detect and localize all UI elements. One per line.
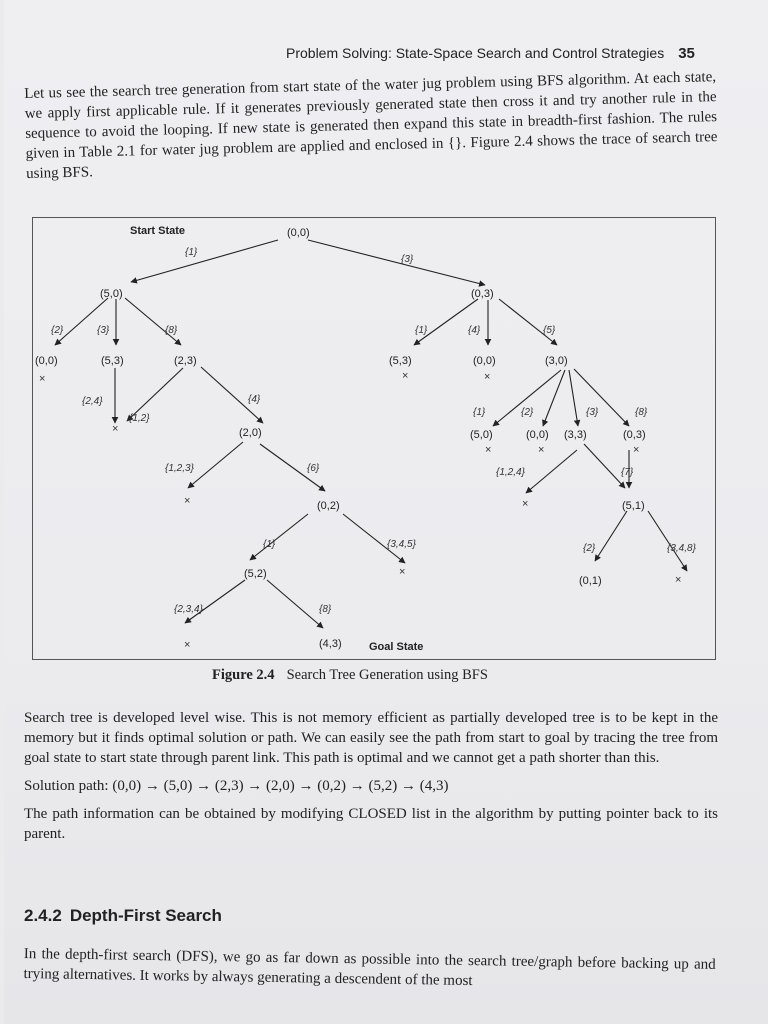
figure-caption	[212, 667, 488, 684]
rule-label: {3}	[97, 325, 110, 336]
running-header	[286, 45, 714, 62]
dfs-text-block	[23, 944, 716, 995]
node-0-0-repeat-3: (0,0)	[526, 429, 549, 441]
node-3-3: (3,3)	[564, 429, 587, 441]
level-wise-paragraph: Search tree is developed level wise. This is not memory efficient as partially developed tree is to be kept in the memory but it finds optimal solution or path. We can easily see the path from start to goal by tracing the tree from goal state to start state through parent link. This path is optimal and we cannot get a path shorter than this.	[24, 710, 718, 766]
section-title: Depth-First Search	[69, 906, 222, 925]
rule-label: {3,4,8}	[667, 543, 696, 554]
rule-label: {5}	[543, 325, 556, 336]
rule-label: {2}	[521, 407, 534, 418]
node-3-0: (3,0)	[545, 355, 568, 367]
dead-end-mark: ×	[484, 371, 491, 383]
dead-end-mark: ×	[538, 444, 545, 456]
dead-end-mark: ×	[485, 444, 492, 456]
figure-caption-label: Figure 2.4	[212, 667, 275, 683]
node-0-0-root: (0,0)	[287, 227, 310, 239]
header-title: Problem Solving: State-Space Search and Control Strategies	[286, 45, 665, 61]
rule-label: {7}	[621, 467, 634, 478]
node-5-3: (5,3)	[101, 355, 124, 367]
page-number: 35	[678, 45, 695, 62]
node-0-2: (0,2)	[317, 500, 340, 512]
rule-label: {1}	[473, 407, 486, 418]
rule-label: {2,4}	[82, 396, 103, 407]
closed-list-paragraph: The path information can be obtained by modifying CLOSED list in the algorithm by putting pointer back to its parent.	[24, 806, 718, 842]
intro-paragraph: Let us see the search tree generation from start state of the water jug problem using BFS algorithm. At each state, we apply first applicable rule. If it generates previously generated state then cross it and try another rule in the sequence to avoid the looping. If new state is generated then expand this state in breadth-first fashion. The rules given in Table 2.1 for water jug problem are applied and enclosed in {}. Figure 2.4 shows the trace of search tree using BFS.	[24, 69, 718, 182]
node-2-0: (2,0)	[239, 427, 262, 439]
node-5-1: (5,1)	[622, 500, 645, 512]
rule-label: {3}	[401, 254, 414, 265]
dead-end-mark: ×	[522, 498, 529, 510]
dead-end-mark: ×	[184, 639, 191, 651]
node-0-3-repeat: (0,3)	[623, 429, 646, 441]
goal-state-label: Goal State	[369, 641, 424, 653]
dead-end-mark: ×	[184, 495, 191, 507]
bfs-search-tree-figure	[32, 217, 716, 660]
rule-label: {6}	[307, 463, 320, 474]
node-4-3-goal: (4,3)	[319, 638, 342, 650]
dead-end-mark: ×	[39, 373, 46, 385]
node-5-0: (5,0)	[100, 288, 123, 300]
rule-label: {8}	[635, 407, 648, 418]
rule-label: {1}	[185, 247, 198, 258]
rule-label: {8}	[319, 604, 332, 615]
node-5-0-repeat: (5,0)	[470, 429, 493, 441]
start-state-label: Start State	[130, 225, 186, 237]
rule-label: {1,2,4}	[496, 467, 525, 478]
node-5-2: (5,2)	[244, 568, 267, 580]
dfs-paragraph: In the depth-first search (DFS), we go as far down as possible into the search tree/graph before backing up and trying alternatives. It works by always generating a descendent of the most	[23, 945, 716, 990]
section-heading	[24, 906, 222, 926]
dead-end-mark: ×	[112, 423, 119, 435]
rule-label: {1}	[415, 325, 428, 336]
section-number: 2.4.2	[24, 906, 62, 925]
dead-end-mark: ×	[399, 566, 406, 578]
dead-end-mark: ×	[402, 370, 409, 382]
rule-label: {3,4,5}	[387, 539, 416, 550]
search-tree-diagram	[33, 218, 715, 659]
node-5-3-repeat: (5,3)	[389, 355, 412, 367]
rule-label: {1,2}	[129, 413, 150, 424]
rule-label: {3}	[586, 407, 599, 418]
figure-caption-text: Search Tree Generation using BFS	[286, 667, 488, 683]
rule-label: {8}	[165, 325, 178, 336]
rule-label: {1}	[263, 539, 276, 550]
node-0-1: (0,1)	[579, 575, 602, 587]
node-0-3: (0,3)	[471, 288, 494, 300]
rule-label: {4}	[248, 394, 261, 405]
node-0-0-repeat-2: (0,0)	[473, 355, 496, 367]
rule-label: {2,3,4}	[174, 604, 203, 615]
dead-end-mark: ×	[675, 574, 682, 586]
rule-label: {2}	[51, 325, 64, 336]
body-text-block	[24, 708, 718, 852]
node-2-3: (2,3)	[174, 355, 197, 367]
book-page	[4, 0, 768, 1024]
rule-label: {1,2,3}	[165, 463, 194, 474]
dead-end-mark: ×	[633, 444, 640, 456]
tree-edges	[55, 240, 687, 628]
solution-path-line: Solution path: (0,0) → (5,0) → (2,3) → (2,0) → (0,2) → (5,2) → (4,3)	[24, 778, 449, 794]
rule-label: {2}	[583, 543, 596, 554]
rule-label: {4}	[468, 325, 481, 336]
node-0-0-repeat: (0,0)	[35, 355, 58, 367]
